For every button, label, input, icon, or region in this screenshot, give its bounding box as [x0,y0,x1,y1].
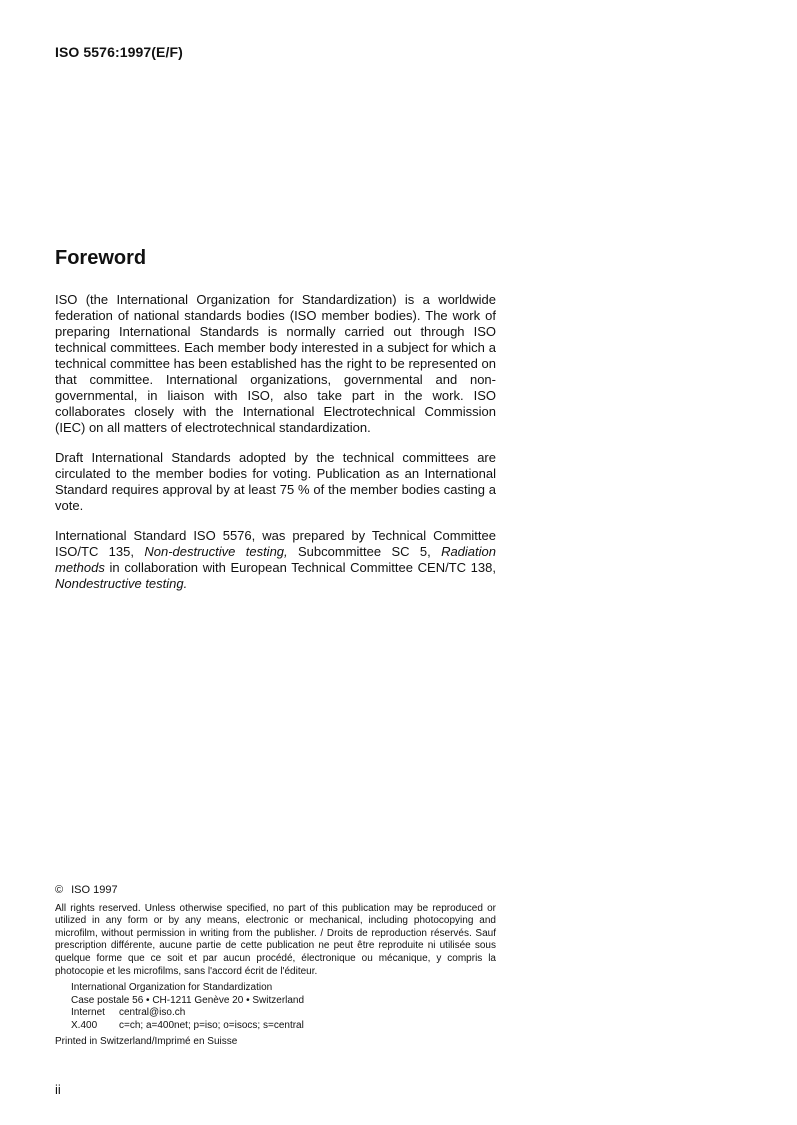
rights-notice: All rights reserved. Unless otherwise specified, no part of this publication may be reproduced or utilized in any form or by any means, electronic or mechanical, including photocopying and microfilm, without permission in writing from the publisher. / Droits de reproduction réservés. Sauf prescription différente, aucune partie de cette publication ne peut être reproduite ni utilisée sous quelque forme que ce soit et par aucun procédé, électronique ou mécanique, y compris la photocopie et les microfilms, sans l'accord écrit de l'éditeur. [55,902,496,977]
publisher-address [71,982,496,1032]
internet-value: central@iso.ch [119,1007,186,1019]
internet-row [71,1007,496,1020]
foreword-body [55,292,496,606]
foreword-paragraph-2: Draft International Standards adopted by the technical committees are circulated to the member bodies for voting. Publication as an International Standard requires approval by at least 75 % of the member bodies casting a vote. [55,450,496,513]
document-id: ISO 5576:1997(E/F) [55,44,183,60]
copyright-text: ISO 1997 [71,884,118,896]
internet-label: Internet [71,1007,105,1019]
foreword-paragraph-1: ISO (the International Organization for Standardization) is a worldwide federation of national standards bodies (ISO member bodies). The work of preparing International Standards is normally carried out through ISO technical committees. Each member body interested in a subject for which a technical committee has been established has the right to be represented on that committee. International organizations, governmental and non-governmental, in liaison with ISO, also take part in the work. ISO collaborates closely with the International Electrotechnical Commission (IEC) on all matters of electrotechnical standardization. [55,292,496,435]
publisher-postal: Case postale 56 • CH-1211 Genève 20 • Switzerland [71,994,305,1006]
page-number: ii [55,1082,61,1097]
para3-italic-2: Radiation methods [55,544,496,575]
para3-text-1: International Standard ISO 5576, was prepared by Technical Committee ISO/TC 135, [55,528,496,559]
foreword-paragraph-3 [55,528,496,592]
x400-row [71,1020,496,1033]
para3-italic-3: Nondestructive testing. [55,576,188,591]
x400-label: X.400 [71,1019,98,1031]
copyright-icon: © [55,884,64,896]
para3-text-3: in collaboration with European Technical Committee CEN/TC 138, [109,560,496,575]
copyright-footer [55,884,496,1048]
para3-text-2: Subcommittee SC 5, [298,544,431,559]
publisher-org: International Organization for Standardization [71,982,273,994]
para3-italic-1: Non-destructive testing, [144,544,288,559]
printed-in: Printed in Switzerland/Imprimé en Suisse [55,1035,238,1047]
x400-value: c=ch; a=400net; p=iso; o=isocs; s=central [119,1019,304,1031]
copyright-line [55,884,496,897]
section-title: Foreword [55,247,147,269]
